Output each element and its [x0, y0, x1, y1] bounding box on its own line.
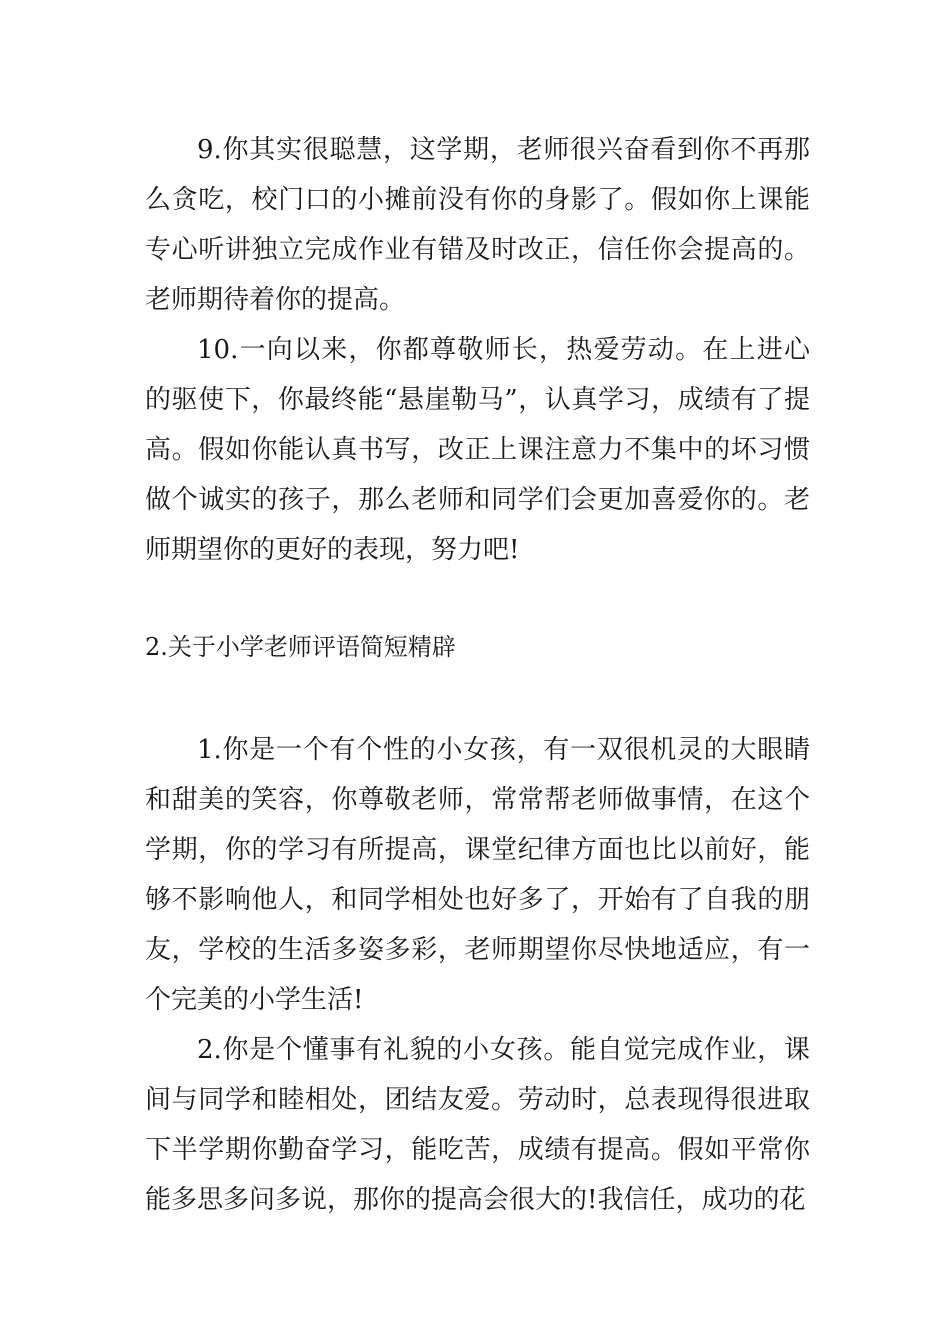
comment-paragraph-10: 10.一向以来，你都尊敬师长，热爱劳动。在上进心的驱使下，你最终能“悬崖勒马”，认真学习，成绩有了提高。假如你能认真书写，改正上课注意力不集中的坏习惯做个诚实的孩子，那么老师和同学们会更加喜爱你的。老师期望你的更好的表现，努力吧! [145, 335, 810, 565]
section-heading: 2.关于小学老师评语简短精辟 [145, 633, 456, 661]
comment-paragraph-9: 9.你其实很聪慧，这学期，老师很兴奋看到你不再那么贪吃，校门口的小摊前没有你的身影了。假如你上课能专心听讲独立完成作业有错及时改正，信任你会提高的。老师期待着你的提高。 [145, 135, 810, 315]
comment-paragraph-2: 2.你是个懂事有礼貌的小女孩。能自觉完成作业，课间与同学和睦相处，团结友爱。劳动时，总表现得很进取下半学期你勤奋学习，能吃苦，成绩有提高。假如平常你能多思多问多说，那你的提高会很大的!我信任，成功的花 [145, 1035, 810, 1215]
comment-paragraph-1: 1.你是一个有个性的小女孩，有一双很机灵的大眼睛和甜美的笑容，你尊敬老师，常常帮老师做事情，在这个学期，你的学习有所提高，课堂纪律方面也比以前好，能够不影响他人，和同学相处也好多了，开始有了自我的朋友，学校的生活多姿多彩，老师期望你尽快地适应，有一个完美的小学生活! [145, 735, 810, 1015]
